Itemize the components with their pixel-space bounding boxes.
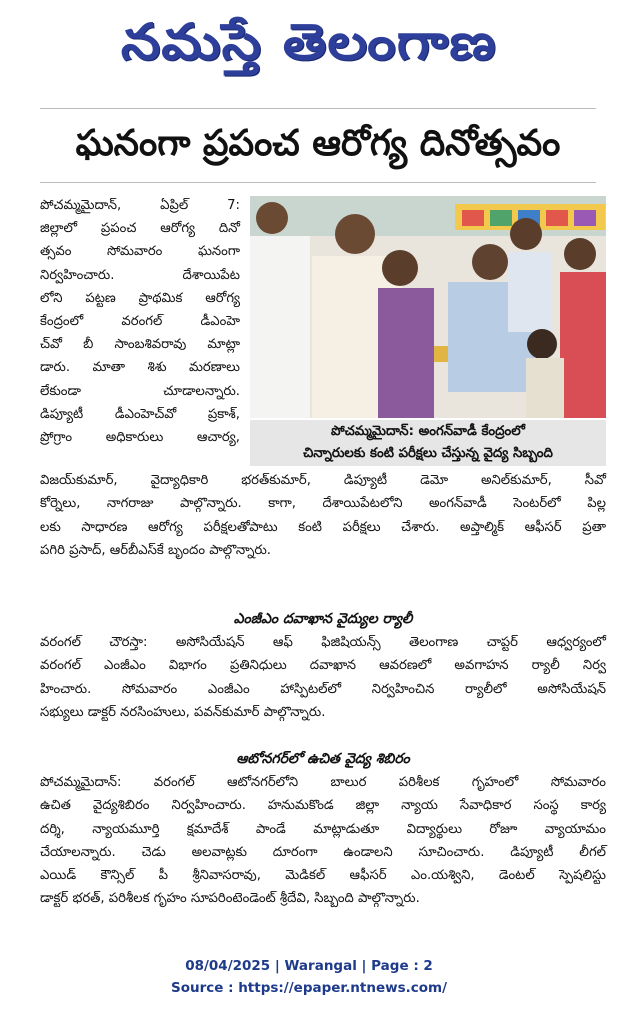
article-line: ఎయిడ్ కౌన్సిల్ పీ శ్రీనివాసరావు, మెడికల్ ఆఫీసర్ ఎం.యశ్విని, డెంటల్ స్పెషలిస్టు (40, 868, 606, 884)
article-line: దర్శి, న్యాయమూర్తి క్షమాదేశ్ పాండే మాట్లాడుతూ విద్యార్థులు రోజూ వ్యాయామం (40, 821, 606, 837)
article-line: ఉచిత వైద్యశిబిరం నిర్వహించారు. హనుమకొండ జిల్లా న్యాయ సేవాధికార సంస్థ కార్య (40, 798, 606, 814)
article-line: లేకుండా చూడాలన్నారు. (40, 383, 240, 399)
article-line: వరంగల్ చౌరస్తా: అసోసియేషన్ ఆఫ్ ఫిజిషియన్స్ తెలంగాణ చాప్టర్ ఆధ్వర్యంలో (40, 635, 606, 650)
article-line: పోచమ్మమైదాన్: వరంగల్ ఆటోనగర్‌లోని బాలుర పరిశీలక గృహంలో సోమవారం (40, 775, 606, 790)
article-line: డాక్టర్ భరత్, పరిశీలక గృహం సూపరింటెండెంట్ శ్రీదేవి, సిబ్బంది పాల్గొన్నారు. (40, 891, 420, 907)
caption-line: పోచమ్మమైదాన్: అంగన్‌వాడీ కేంద్రంలో (331, 424, 525, 439)
article-line: ప్రోగ్రాం అధికారులు ఆచార్య, (40, 430, 240, 446)
section-heading-rally: ఎంజీఎం దవాఖాన వైద్యుల ర్యాలీ (233, 611, 413, 627)
article-line: కేంద్రంలో వరంగల్ డీఎంహె (40, 314, 240, 330)
masthead (0, 0, 618, 96)
article-line: చ్‌వో బీ సాంబశివరావు మాట్లా (40, 337, 240, 353)
section-rally-body (40, 631, 606, 724)
article-line: లోని పట్టణ ప్రాథమిక ఆరోగ్య (40, 290, 240, 306)
footer-source-link[interactable]: Source : https://epaper.ntnews.com/ (170, 980, 448, 996)
article-line: డారు. మాతా శిశు మరణాలు (40, 360, 240, 376)
footer-date-edition: 08/04/2025 | Warangal | Page : 2 (185, 958, 433, 974)
article-line: కోర్నెలు, నాగరాజు పాల్గొన్నారు. కాగా, దేశాయిపేటలోని అంగన్‌వాడీ సెంటర్‌లో పిల్ల (40, 496, 606, 512)
divider (40, 108, 596, 109)
article-line: సభ్యులు డాక్టర్ నరసింహులు, పవన్‌కుమార్ పాల్గొన్నారు. (40, 704, 326, 720)
caption-line: చిన్నారులకు కంటి పరీక్షలు చేస్తున్న వైద్య సిబ్బంది (303, 446, 553, 461)
article-line: హించారు. సోమవారం ఎంజీఎం హాస్పిటల్‌లో నిర్వహించిన ర్యాలీలో అసోసియేషన్ (40, 681, 606, 697)
article-line: త్సవం సోమవారం ఘనంగా (40, 244, 240, 260)
article-line: పగిరి ప్రసాద్, ఆర్‌బీఎస్‌కే బృందం పాల్గొన్నారు. (40, 542, 271, 558)
article-line: వరంగల్ ఎంజీఎం విభాగం ప్రతినిధులు దవాఖాన ఆవరణలో అవగాహన ర్యాలీ నిర్వ (40, 658, 606, 674)
section-heading-camp: ఆటోనగర్‌లో ఉచిత వైద్య శిబిరం (236, 751, 410, 767)
article-left-column (40, 194, 240, 449)
article-line: నిర్వహించారు. దేశాయిపేట (40, 267, 240, 283)
article-line: లకు సాధారణ ఆరోగ్య పరీక్షలతోపాటు కంటి పరీక్షలు చేశారు. అప్తాల్మిక్ ఆఫీసర్ ప్రతా (40, 519, 606, 535)
article-line: డిప్యూటీ డీఎంహెచ్‌వో ప్రకాశ్, (40, 406, 240, 422)
headline: ఘనంగా ప్రపంచ ఆరోగ్య దినోత్సవం (75, 123, 561, 164)
newspaper-title: నమస్తే తెలంగాణ (121, 12, 497, 71)
article-line: పోచమ్మమైదాన్, ఏప్రిల్ 7: (40, 198, 240, 213)
article-line: జిల్లాలో ప్రపంచ ఆరోగ్య దినో (40, 221, 240, 237)
photo-caption (250, 420, 606, 466)
section-camp-body (40, 771, 606, 911)
divider (40, 182, 596, 183)
article-line: విజయ్‌కుమార్, వైద్యాధికారి భరత్‌కుమార్, డిప్యూటీ డెమో అనిల్‌కుమార్, సీవో (40, 473, 606, 488)
article-line: చేయాలన్నారు. చెడు అలవాట్లకు దూరంగా ఉండాలని సూచించారు. డిప్యూటీ లీగల్ (40, 844, 606, 860)
article-continuation (40, 469, 606, 562)
news-photo (250, 196, 606, 418)
